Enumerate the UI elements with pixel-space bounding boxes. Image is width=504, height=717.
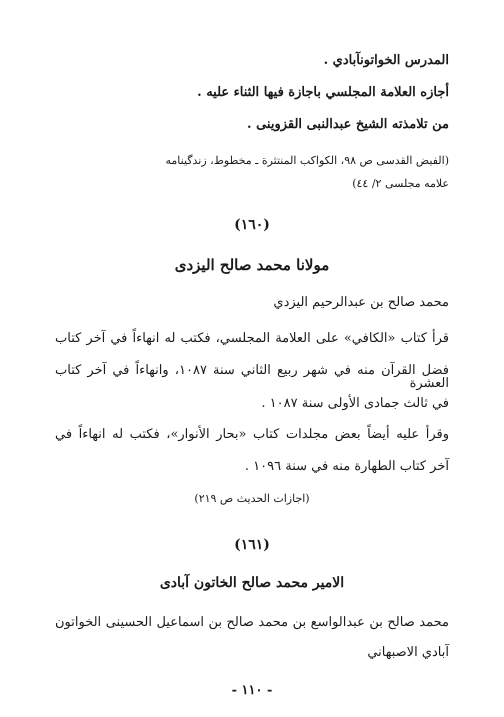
text-line-ijaza: أجازه العلامة المجلسي باجازة فيها الثناء عليه . (197, 85, 449, 100)
reference-entry-160: (اجازات الحديث ص ٢١٩) (194, 492, 310, 505)
entry-fullname-161-line2: آبادي الاصبهاني (367, 645, 449, 660)
entry-fullname-161-line1: محمد صالح بن عبدالواسع بن محمد صالح بن اسماعيل الحسينى الخواتون (55, 615, 449, 630)
page-number: - ١١٠ - (231, 683, 273, 698)
text-line-students: من تلامذته الشيخ عبدالنبى القزوينى . (247, 117, 449, 132)
paragraph2-line2: آخر كتاب الطهارة منه في سنة ١٠٩٦ . (244, 459, 449, 474)
entry-heading-161: الامير محمد صالح الخاتون آبادى (159, 575, 345, 591)
entry-fullname-160: محمد صالح بن عبدالرحيم اليزدي (273, 295, 449, 310)
reference-line-2: علامه مجلسى ٢/ ٤٤) (352, 177, 449, 190)
paragraph1-line1: قرأ كتاب «الكافي» على العلامة المجلسي، فكتب له انهاءاً في آخر كتاب (55, 331, 449, 346)
paragraph2-line1: وقرأ عليه أيضاً بعض مجلدات كتاب «بحار الأنوار»، فكتب له انهاءاً في (55, 427, 449, 442)
entry-number-160: (١٦٠) (234, 217, 270, 233)
paragraph1-line2: فضل القرآن منه في شهر ربيع الثاني سنة ١٠٨٧، وانهاءاً في آخر كتاب العشرة (55, 363, 449, 391)
reference-line-1: (الفيض القدسى ص ٩٨، الكواكب المنتثرة ـ مخطوط، زندگينامه (165, 154, 449, 167)
entry-heading-160: مولانا محمد صالح اليزدى (174, 256, 330, 274)
paragraph1-line3: في ثالث جمادى الأولى سنة ١٠٨٧ . (261, 396, 449, 411)
entry-number-161: (١٦١) (234, 537, 270, 553)
text-line-teacher: المدرس الخواتونآبادي . (323, 53, 449, 68)
